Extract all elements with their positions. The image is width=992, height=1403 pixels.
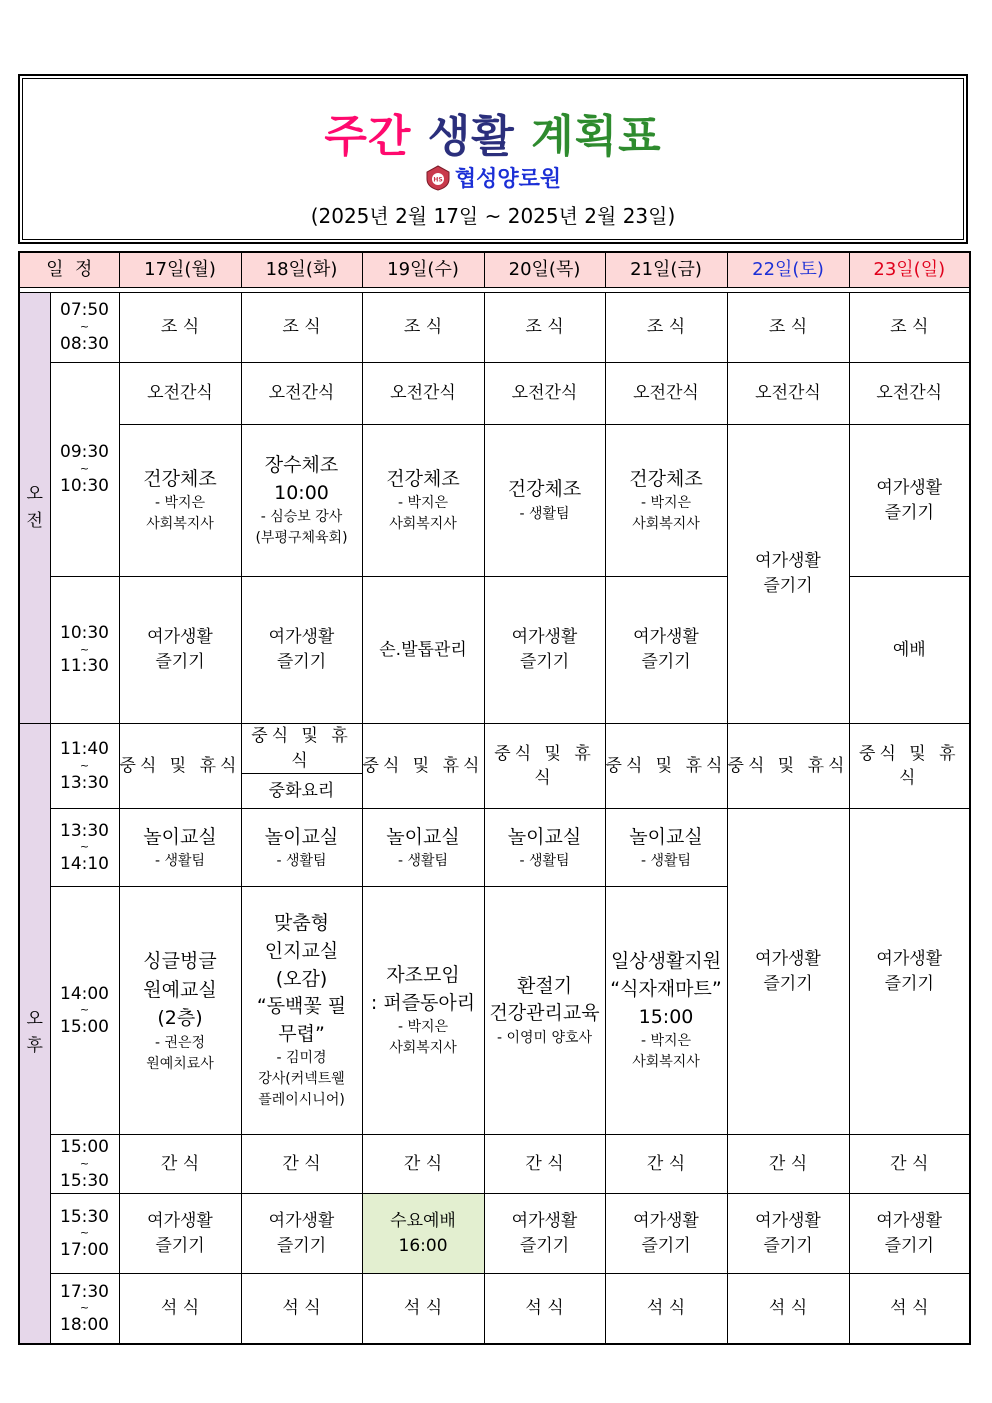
leisure-cell: 여가생활 즐기기: [849, 1194, 970, 1274]
org-name: 협성양로원: [454, 167, 562, 192]
breakfast-cell: 조 식: [241, 293, 362, 363]
time-cell: 07:50 ~ 08:30: [50, 293, 119, 363]
activity-cell: 장수체조 10:00 - 심승보 강사 (부평구체육회): [241, 425, 362, 577]
leisure-cell: 여가생활 즐기기: [241, 577, 362, 724]
activity-cell: 환절기 건강관리교육 - 이영미 양호사: [484, 887, 605, 1135]
row-breakfast: [19, 293, 970, 363]
time-cell: 15:30 ~ 17:00: [50, 1194, 119, 1274]
play-cell: 놀이교실 - 생활팀: [484, 809, 605, 887]
dinner-cell: 석 식: [727, 1274, 849, 1344]
activity-cell: 자조모임 : 퍼즐동아리 - 박지은 사회복지사: [362, 887, 484, 1135]
breakfast-cell: 조 식: [484, 293, 605, 363]
breakfast-cell: 조 식: [362, 293, 484, 363]
breakfast-cell: 조 식: [605, 293, 727, 363]
lunch-cell: 중식 및 휴식: [727, 724, 849, 809]
leisure-cell: 여가생활 즐기기: [484, 577, 605, 724]
play-cell: 놀이교실 - 생활팀: [119, 809, 241, 887]
lunch-cell: 중식 및 휴식: [849, 724, 970, 809]
snack-cell: 간 식: [119, 1135, 241, 1194]
day-header: 20일(목): [484, 252, 605, 288]
date-range: (2025년 2월 17일 ~ 2025년 2월 23일): [310, 204, 676, 228]
leisure-cell: 여가생활 즐기기: [727, 425, 849, 724]
leisure-cell: 여가생활 즐기기: [727, 1194, 849, 1274]
schedule-label: 일 정: [19, 252, 119, 288]
day-header-sunday: 23일(일): [849, 252, 970, 288]
lunch-cell: 중식 및 휴식: [362, 724, 484, 809]
period-am: 오 전: [19, 293, 50, 724]
row-lunch: [19, 724, 970, 774]
day-header-saturday: 22일(토): [727, 252, 849, 288]
breakfast-cell: 조 식: [849, 293, 970, 363]
snack-cell: 간 식: [484, 1135, 605, 1194]
activity-cell: 건강체조 - 생활팀: [484, 425, 605, 577]
leisure-cell: 여가생활 즐기기: [119, 577, 241, 724]
row-play: [19, 809, 970, 887]
row-am-snack: [19, 363, 970, 425]
lunch-cell: 중식 및 휴식: [119, 724, 241, 809]
dinner-cell: 석 식: [605, 1274, 727, 1344]
breakfast-cell: 조 식: [119, 293, 241, 363]
snack-cell: 간 식: [849, 1135, 970, 1194]
am-snack-cell: 오전간식: [484, 363, 605, 425]
svg-text:HS: HS: [433, 176, 443, 184]
wednesday-worship-cell: 수요예배 16:00: [362, 1194, 484, 1274]
worship-cell: 예배: [849, 577, 970, 724]
am-snack-cell: 오전간식: [241, 363, 362, 425]
leisure-cell: 여가생활 즐기기: [727, 809, 849, 1135]
lunch-cell: 중식 및 휴식: [241, 724, 362, 774]
time-cell: 11:40 ~ 13:30: [50, 724, 119, 809]
lunch-extra-cell: 중화요리: [241, 774, 362, 809]
time-cell: 15:00 ~ 15:30: [50, 1135, 119, 1194]
org-line: [20, 162, 966, 193]
lunch-cell: 중식 및 휴식: [605, 724, 727, 809]
activity-cell: 손.발톱관리: [362, 577, 484, 724]
activity-cell: 일상생활지원 “식자재마트” 15:00 - 박지은 사회복지사: [605, 887, 727, 1135]
day-header: 19일(수): [362, 252, 484, 288]
org-logo-icon: [425, 165, 451, 191]
activity-cell: 건강체조 - 박지은 사회복지사: [605, 425, 727, 577]
activity-cell: 건강체조 - 박지은 사회복지사: [362, 425, 484, 577]
leisure-cell: 여가생활 즐기기: [605, 577, 727, 724]
leisure-cell: 여가생활 즐기기: [605, 1194, 727, 1274]
period-pm: 오 후: [19, 724, 50, 1344]
snack-cell: 간 식: [241, 1135, 362, 1194]
leisure-cell: 여가생활 즐기기: [119, 1194, 241, 1274]
leisure-cell: 여가생활 즐기기: [849, 809, 970, 1135]
leisure-cell: 여가생활 즐기기: [484, 1194, 605, 1274]
time-cell: 09:30 ~ 10:30: [50, 363, 119, 577]
play-cell: 놀이교실 - 생활팀: [241, 809, 362, 887]
am-snack-cell: 오전간식: [362, 363, 484, 425]
snack-cell: 간 식: [362, 1135, 484, 1194]
snack-cell: 간 식: [605, 1135, 727, 1194]
time-cell: 17:30 ~ 18:00: [50, 1274, 119, 1344]
lunch-cell: 중식 및 휴식: [484, 724, 605, 809]
activity-cell: 건강체조 - 박지은 사회복지사: [119, 425, 241, 577]
dinner-cell: 석 식: [484, 1274, 605, 1344]
am-snack-cell: 오전간식: [727, 363, 849, 425]
day-header: 17일(월): [119, 252, 241, 288]
row-evening-leisure: [19, 1194, 970, 1274]
play-cell: 놀이교실 - 생활팀: [605, 809, 727, 887]
dinner-cell: 석 식: [241, 1274, 362, 1344]
header-row: [19, 252, 970, 288]
leisure-cell: 여가생활 즐기기: [241, 1194, 362, 1274]
am-snack-cell: 오전간식: [849, 363, 970, 425]
time-cell: 13:30 ~ 14:10: [50, 809, 119, 887]
day-header: 18일(화): [241, 252, 362, 288]
dinner-cell: 석 식: [362, 1274, 484, 1344]
row-exercise: [19, 425, 970, 577]
leisure-cell: 여가생활 즐기기: [849, 425, 970, 577]
am-snack-cell: 오전간식: [119, 363, 241, 425]
play-cell: 놀이교실 - 생활팀: [362, 809, 484, 887]
am-snack-cell: 오전간식: [605, 363, 727, 425]
header-box: [18, 74, 968, 244]
breakfast-cell: 조 식: [727, 293, 849, 363]
day-header: 21일(금): [605, 252, 727, 288]
time-cell: 14:00 ~ 15:00: [50, 887, 119, 1135]
time-cell: 10:30 ~ 11:30: [50, 577, 119, 724]
row-dinner: [19, 1274, 970, 1344]
schedule-table: [18, 251, 971, 1345]
dinner-cell: 석 식: [849, 1274, 970, 1344]
activity-cell: 맞춤형 인지교실 (오감) “동백꽃 필 무렵” - 김미경 강사(커넥트웰 플레이시니어): [241, 887, 362, 1135]
dinner-cell: 석 식: [119, 1274, 241, 1344]
activity-cell: 싱글벙글 원예교실 (2층) - 권은정 원예치료사: [119, 887, 241, 1135]
row-snack: [19, 1135, 970, 1194]
snack-cell: 간 식: [727, 1135, 849, 1194]
page-title: 주간 생활 계획표: [324, 111, 662, 162]
